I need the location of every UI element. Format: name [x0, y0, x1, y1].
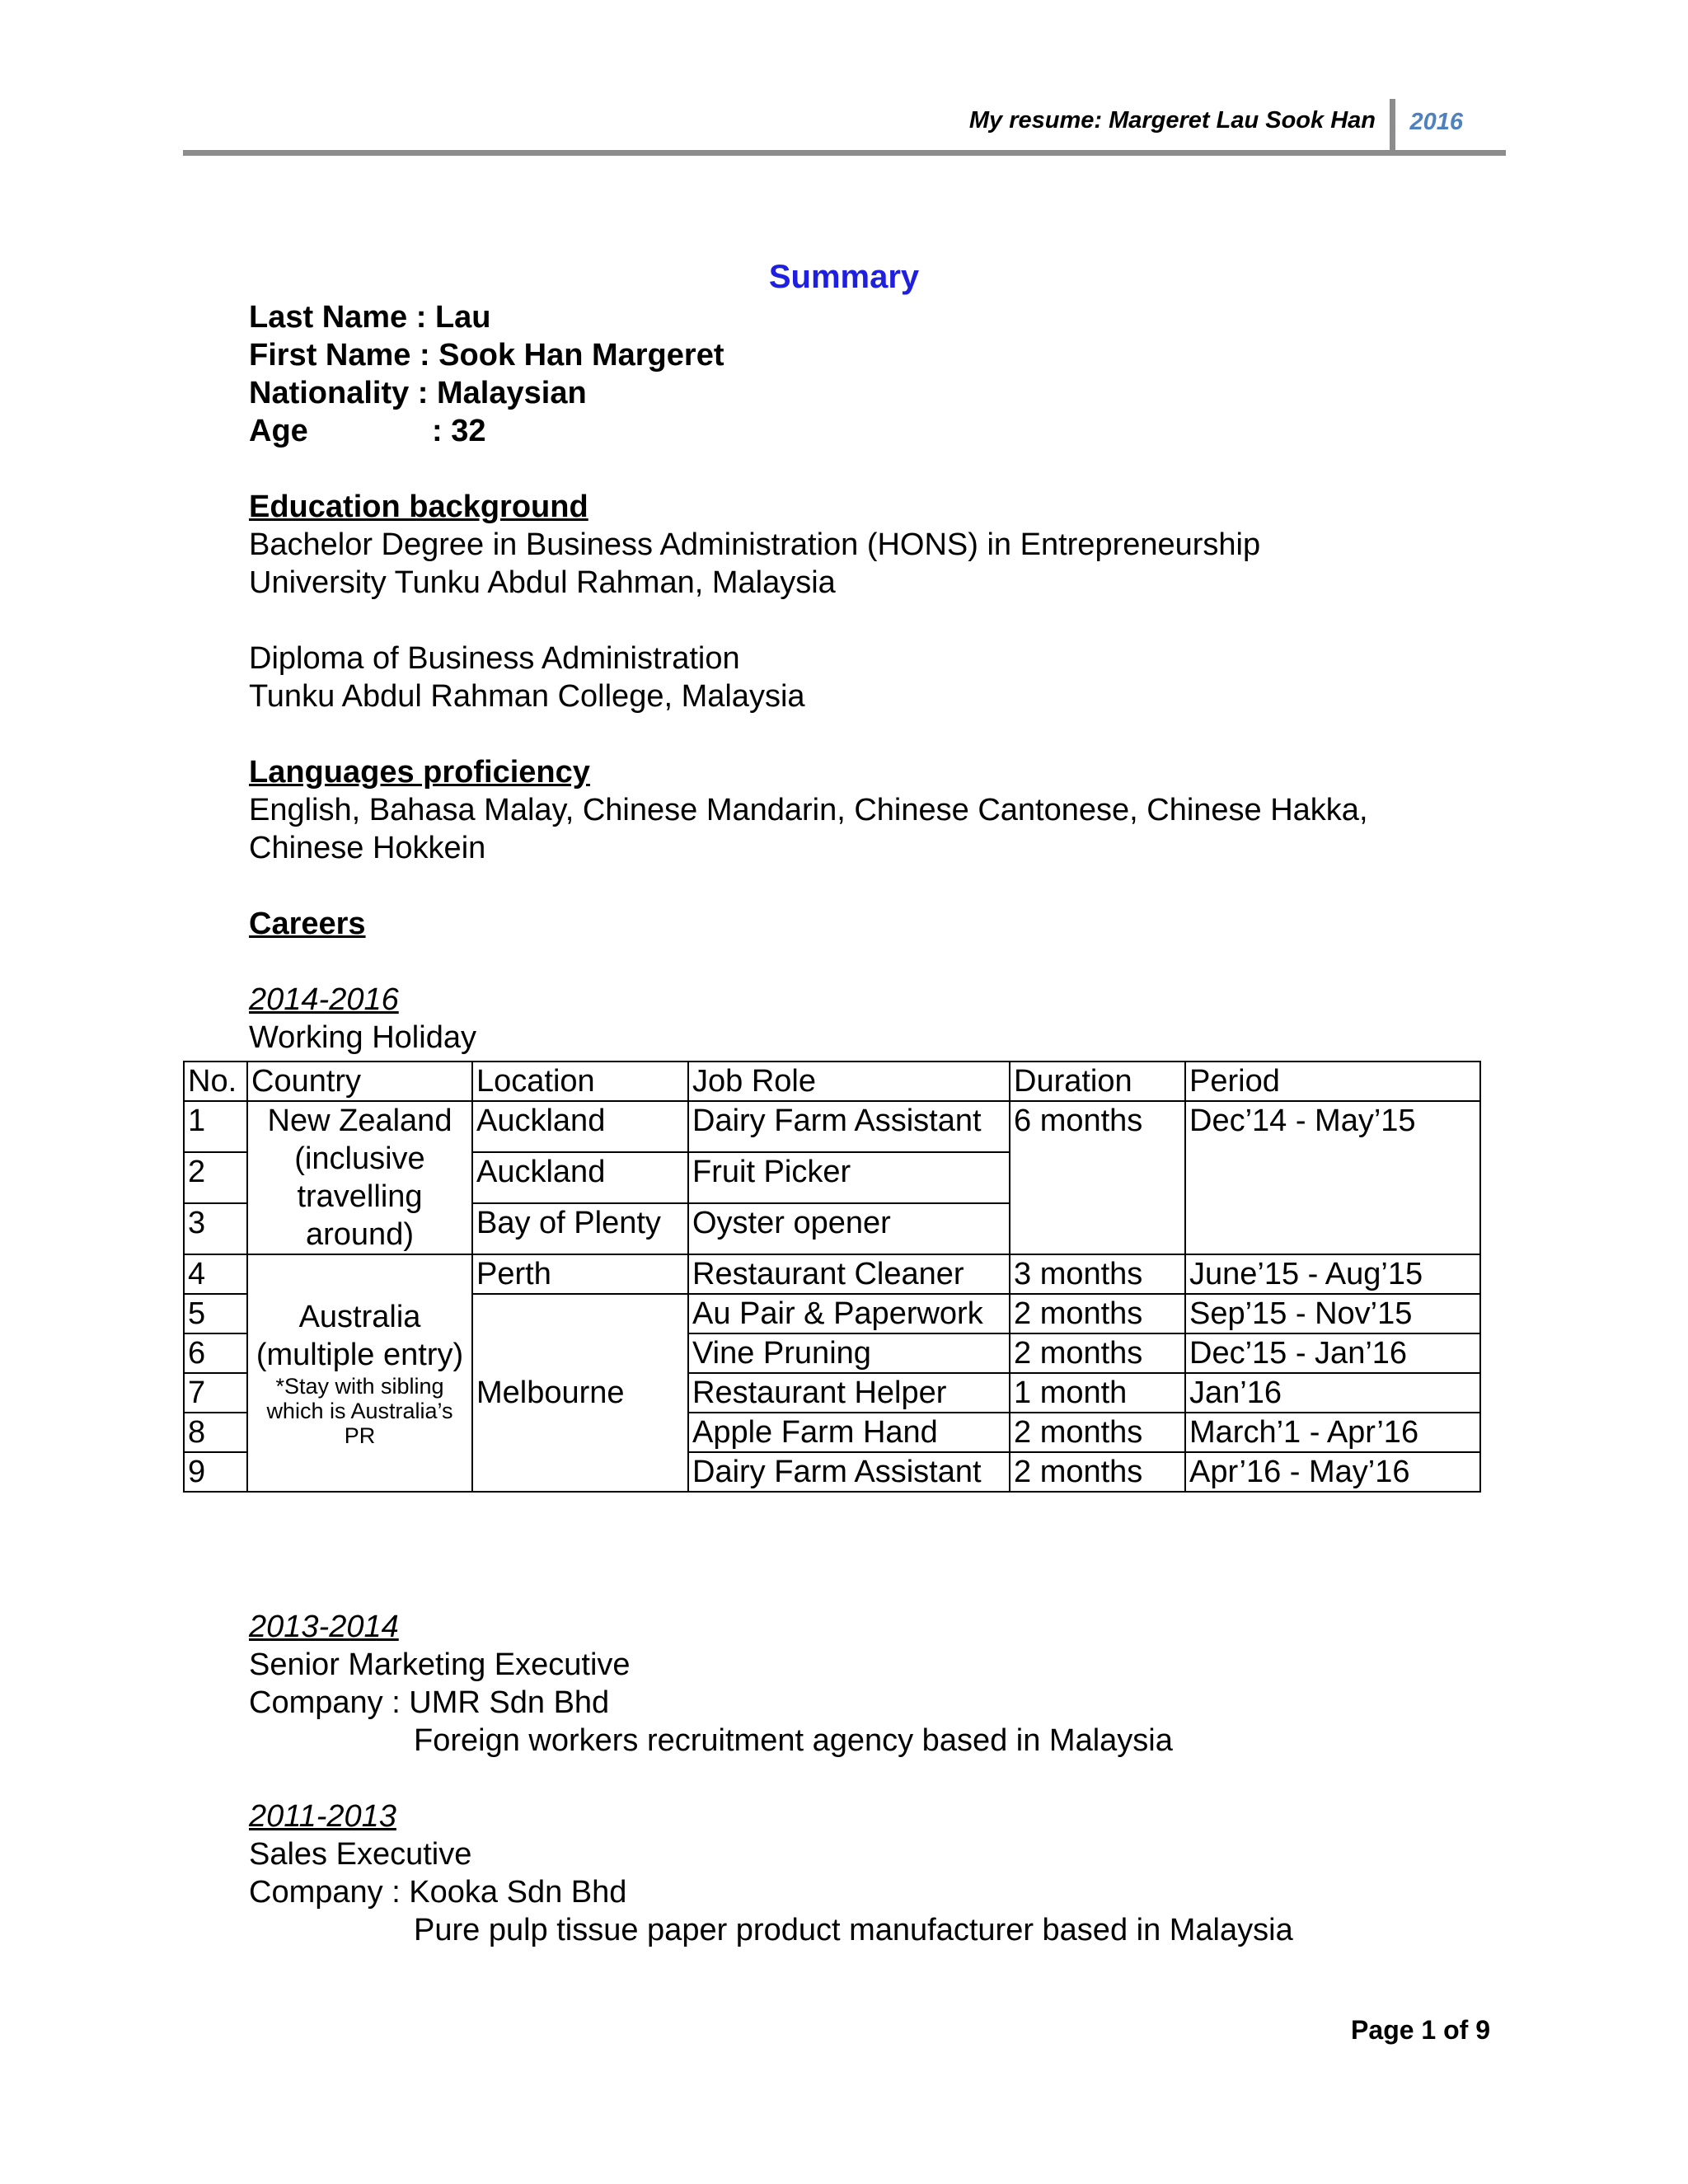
table-header-row [184, 1062, 1480, 1101]
career-period: 2013-2014 [249, 1610, 399, 1644]
duration-cell: 2 months [1010, 1333, 1185, 1373]
period-cell: Sep’15 - Nov’15 [1185, 1294, 1480, 1333]
duration-cell: 2 months [1010, 1413, 1185, 1452]
header-divider [1390, 99, 1395, 150]
location-cell: Perth [472, 1254, 688, 1294]
career-description: Foreign workers recruitment agency based in Malaysia [414, 1723, 1173, 1758]
age-value: : 32 [432, 414, 486, 448]
location-cell: Bay of Plenty [472, 1203, 688, 1254]
duration-cell: 3 months [1010, 1254, 1185, 1294]
job-role-cell: Dairy Farm Assistant [688, 1452, 1010, 1492]
career-title: Sales Executive [249, 1837, 472, 1872]
table-row [184, 1254, 1480, 1294]
languages-heading: Languages proficiency [249, 755, 590, 790]
job-role-cell: Apple Farm Hand [688, 1413, 1010, 1452]
career-period: 2014-2016 [249, 982, 399, 1017]
education-school-1: University Tunku Abdul Rahman, Malaysia [249, 565, 836, 600]
job-role-cell: Vine Pruning [688, 1333, 1010, 1373]
table-header-cell: Period [1185, 1062, 1480, 1101]
career-description: Pure pulp tissue paper product manufacturer based in Malaysia [414, 1913, 1293, 1947]
table-header-cell: No. [184, 1062, 247, 1101]
job-role-cell: Oyster opener [688, 1203, 1010, 1254]
table-header-cell: Country [247, 1062, 472, 1101]
location-cell: Auckland [472, 1101, 688, 1152]
job-role-cell: Fruit Picker [688, 1152, 1010, 1203]
page-number: Page 1 of 9 [1351, 2015, 1490, 2045]
job-role-cell: Au Pair & Paperwork [688, 1294, 1010, 1333]
period-cell: Apr’16 - May’16 [1185, 1452, 1480, 1492]
country-australia [247, 1254, 472, 1492]
page-header [183, 99, 1506, 156]
row-number: 2 [184, 1152, 247, 1203]
age [249, 414, 579, 449]
languages-line-1: English, Bahasa Malay, Chinese Mandarin, Chinese Cantonese, Chinese Hakka, [249, 793, 1368, 827]
row-number: 9 [184, 1452, 247, 1492]
first-name: First Name : Sook Han Margeret [249, 338, 724, 373]
career-period: 2011-2013 [249, 1799, 396, 1834]
country-australia-label: Australia (multiple entry) [256, 1300, 464, 1372]
row-number: 5 [184, 1294, 247, 1333]
education-degree-1: Bachelor Degree in Business Administration (HONS) in Entrepreneurship [249, 527, 1261, 562]
country-australia-note: *Stay with sibling which is Australia’s PR [266, 1374, 453, 1448]
period-cell: Dec’15 - Jan’16 [1185, 1333, 1480, 1373]
header-year: 2016 [1409, 109, 1463, 135]
last-name: Last Name : Lau [249, 300, 491, 335]
languages-line-2: Chinese Hokkein [249, 831, 486, 865]
row-number: 1 [184, 1101, 247, 1152]
education-heading: Education background [249, 490, 588, 524]
table-header-cell: Job Role [688, 1062, 1010, 1101]
duration-cell: 2 months [1010, 1294, 1185, 1333]
job-role-cell: Dairy Farm Assistant [688, 1101, 1010, 1152]
career-company: Company : Kooka Sdn Bhd [249, 1875, 627, 1910]
duration-cell: 6 months [1010, 1101, 1185, 1254]
education-school-2: Tunku Abdul Rahman College, Malaysia [249, 679, 805, 714]
career-title: Working Holiday [249, 1020, 476, 1055]
working-holiday-table [183, 1061, 1481, 1493]
period-cell: March’1 - Apr’16 [1185, 1413, 1480, 1452]
duration-cell: 2 months [1010, 1452, 1185, 1492]
country-new-zealand: New Zealand (inclusive travelling around) [247, 1101, 472, 1254]
nationality: Nationality : Malaysian [249, 376, 587, 410]
period-cell: June’15 - Aug’15 [1185, 1254, 1480, 1294]
career-company: Company : UMR Sdn Bhd [249, 1685, 610, 1720]
row-number: 6 [184, 1333, 247, 1373]
career-title: Senior Marketing Executive [249, 1647, 631, 1682]
period-cell: Jan’16 [1185, 1373, 1480, 1413]
table-header-cell: Location [472, 1062, 688, 1101]
table-row [184, 1101, 1480, 1152]
age-label: Age [249, 414, 308, 448]
row-number: 7 [184, 1373, 247, 1413]
period-cell: Dec’14 - May’15 [1185, 1101, 1480, 1254]
careers-heading: Careers [249, 907, 366, 941]
job-role-cell: Restaurant Cleaner [688, 1254, 1010, 1294]
table-header-cell: Duration [1010, 1062, 1185, 1101]
row-number: 4 [184, 1254, 247, 1294]
job-role-cell: Restaurant Helper [688, 1373, 1010, 1413]
header-title: My resume: Margeret Lau Sook Han [968, 107, 1376, 134]
location-cell: Auckland [472, 1152, 688, 1203]
summary-title: Summary [768, 259, 920, 295]
education-degree-2: Diploma of Business Administration [249, 641, 740, 676]
duration-cell: 1 month [1010, 1373, 1185, 1413]
location-cell: Melbourne [472, 1294, 688, 1492]
row-number: 8 [184, 1413, 247, 1452]
row-number: 3 [184, 1203, 247, 1254]
